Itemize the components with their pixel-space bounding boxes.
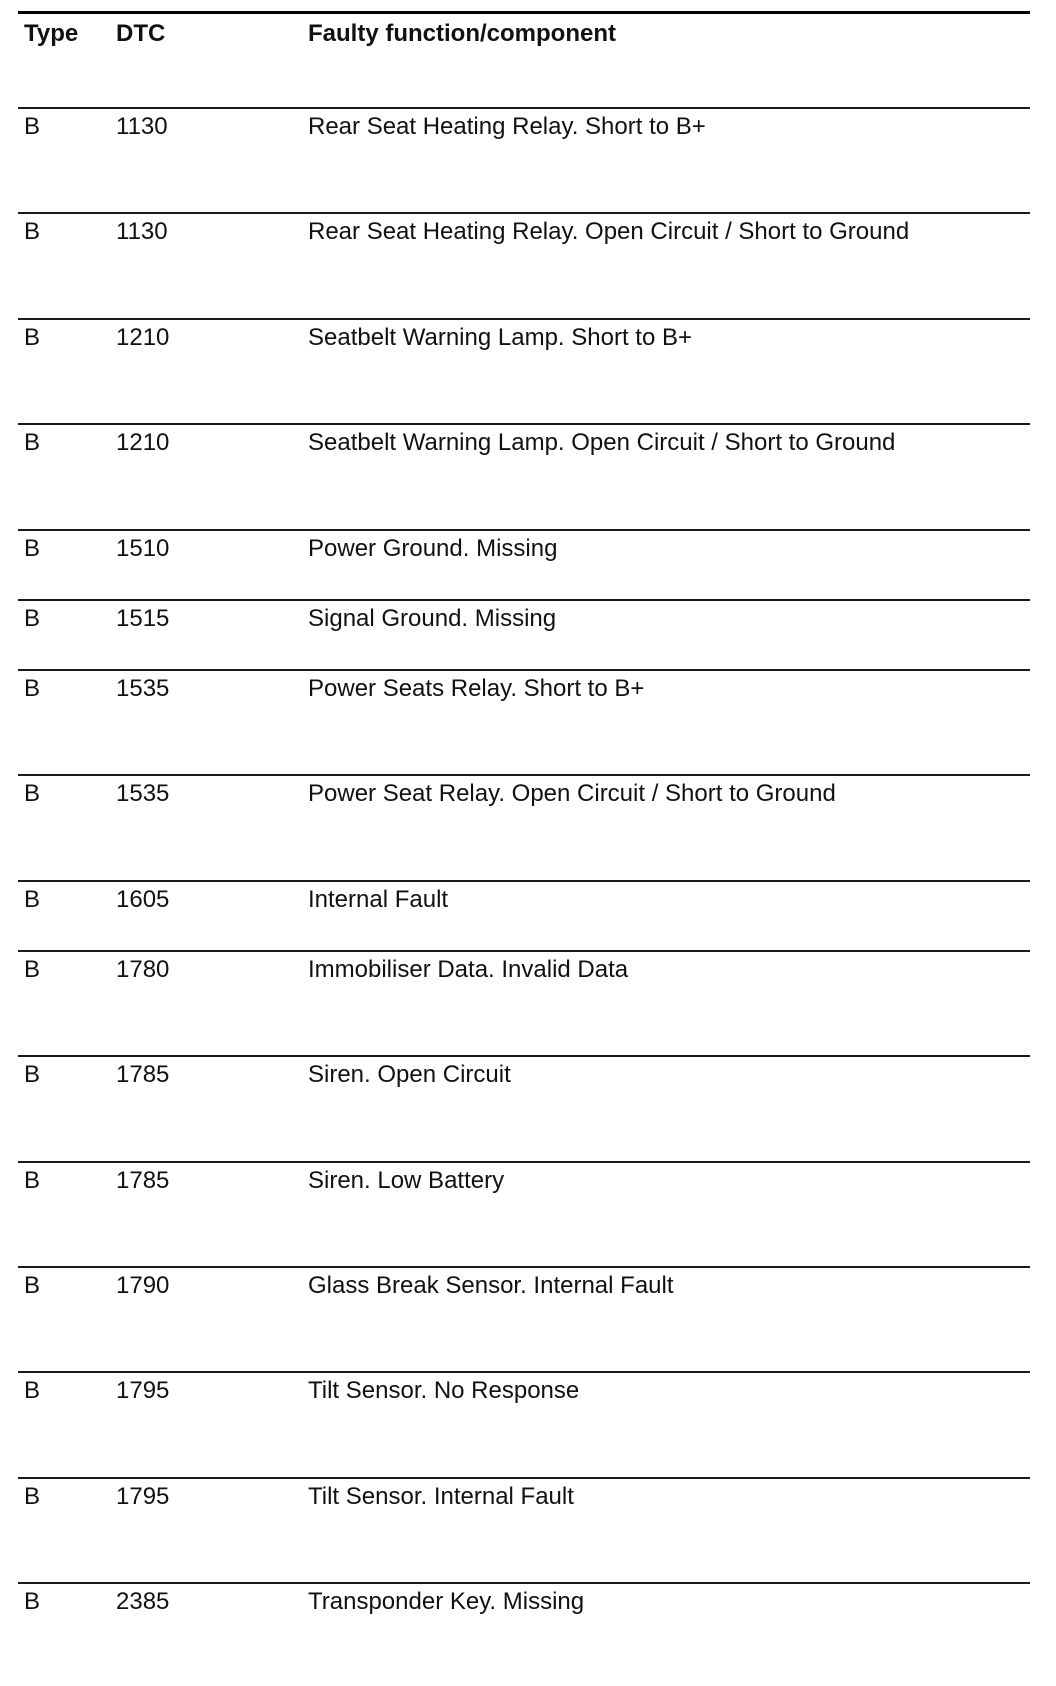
cell-dtc: 1210 <box>116 324 170 351</box>
table-top-rule <box>18 11 1030 14</box>
cell-dtc: 1210 <box>116 429 170 456</box>
cell-description: Seatbelt Warning Lamp. Open Circuit / Short to Ground <box>308 429 896 456</box>
cell-description: Siren. Low Battery <box>308 1167 505 1194</box>
cell-type: B <box>24 218 41 245</box>
row-divider <box>18 423 1030 425</box>
cell-type: B <box>24 1377 41 1404</box>
cell-dtc: 1535 <box>116 780 170 807</box>
cell-dtc: 1780 <box>116 956 170 983</box>
cell-description: Internal Fault <box>308 886 449 913</box>
row-divider <box>18 774 1030 776</box>
cell-description: Tilt Sensor. Internal Fault <box>308 1483 574 1510</box>
cell-description: Power Ground. Missing <box>308 535 558 562</box>
cell-dtc: 1795 <box>116 1483 170 1510</box>
row-divider <box>18 950 1030 952</box>
cell-type: B <box>24 429 41 456</box>
header-type: Type <box>24 20 79 47</box>
cell-type: B <box>24 1588 41 1615</box>
table-header <box>0 20 1056 60</box>
row-divider <box>18 1055 1030 1057</box>
row-divider <box>18 599 1030 601</box>
cell-description: Signal Ground. Missing <box>308 605 557 632</box>
cell-type: B <box>24 605 41 632</box>
cell-description: Transponder Key. Missing <box>308 1588 585 1615</box>
cell-dtc: 1535 <box>116 675 170 702</box>
cell-description: Immobiliser Data. Invalid Data <box>308 956 629 983</box>
row-divider <box>18 1477 1030 1479</box>
cell-dtc: 1510 <box>116 535 170 562</box>
cell-type: B <box>24 324 41 351</box>
header-dtc: DTC <box>116 20 166 47</box>
row-divider <box>18 1582 1030 1584</box>
row-divider <box>18 107 1030 109</box>
row-divider <box>18 318 1030 320</box>
cell-dtc: 2385 <box>116 1588 170 1615</box>
row-divider <box>18 880 1030 882</box>
header-description: Faulty function/component <box>308 20 616 47</box>
cell-description: Rear Seat Heating Relay. Open Circuit / Short to Ground <box>308 218 910 245</box>
cell-type: B <box>24 1061 41 1088</box>
cell-type: B <box>24 886 41 913</box>
row-divider <box>18 212 1030 214</box>
cell-dtc: 1605 <box>116 886 170 913</box>
cell-type: B <box>24 1272 41 1299</box>
cell-dtc: 1130 <box>116 218 168 245</box>
cell-dtc: 1130 <box>116 113 168 140</box>
cell-dtc: 1785 <box>116 1167 170 1194</box>
cell-type: B <box>24 535 41 562</box>
cell-type: B <box>24 1167 41 1194</box>
cell-description: Tilt Sensor. No Response <box>308 1377 580 1404</box>
row-divider <box>18 1266 1030 1268</box>
cell-dtc: 1785 <box>116 1061 170 1088</box>
cell-type: B <box>24 113 41 140</box>
cell-type: B <box>24 1483 41 1510</box>
cell-description: Seatbelt Warning Lamp. Short to B+ <box>308 324 692 351</box>
cell-type: B <box>24 956 41 983</box>
row-divider <box>18 1161 1030 1163</box>
cell-description: Glass Break Sensor. Internal Fault <box>308 1272 674 1299</box>
row-divider <box>18 1371 1030 1373</box>
cell-type: B <box>24 675 41 702</box>
cell-description: Power Seat Relay. Open Circuit / Short to Ground <box>308 780 836 807</box>
cell-dtc: 1795 <box>116 1377 170 1404</box>
row-divider <box>18 669 1030 671</box>
cell-description: Siren. Open Circuit <box>308 1061 511 1088</box>
cell-description: Rear Seat Heating Relay. Short to B+ <box>308 113 706 140</box>
cell-dtc: 1790 <box>116 1272 170 1299</box>
cell-dtc: 1515 <box>116 605 170 632</box>
row-divider <box>18 529 1030 531</box>
cell-type: B <box>24 780 41 807</box>
cell-description: Power Seats Relay. Short to B+ <box>308 675 645 702</box>
